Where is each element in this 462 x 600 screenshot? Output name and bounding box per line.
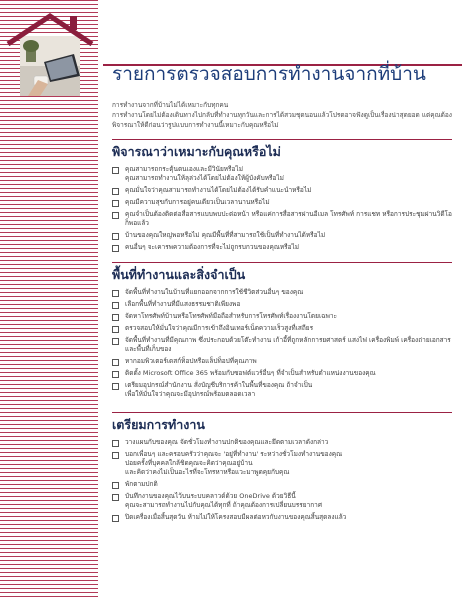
checkbox-square-icon[interactable] — [112, 440, 119, 447]
checklist-item — [112, 336, 452, 354]
section-divider — [112, 412, 452, 413]
checkbox-square-icon[interactable] — [112, 326, 119, 333]
checkbox-square-icon[interactable] — [112, 233, 119, 240]
checklist-item — [112, 165, 452, 183]
section-divider — [112, 139, 452, 140]
item-line: จัดหาโทรศัพท์บ้านหรือโทรศัพท์มือถือสำหรับการโทรศัพท์เรื่องงานโดยเฉพาะ — [125, 312, 338, 320]
checkbox-square-icon[interactable] — [112, 482, 119, 489]
section-divider — [112, 262, 452, 263]
item-line: คุณมั่นใจว่าคุณสามารถทำงานได้โดยไม่ต้องได้รับคำแนะนำหรือไม่ — [125, 186, 312, 194]
section-workspace — [112, 262, 452, 399]
item-line: คุณมีความสุขกับการอยู่คนเดียวเป็นเวลานานหรือไม่ — [125, 198, 270, 206]
home-office-laptop-image — [4, 10, 96, 96]
checklist-item — [112, 450, 452, 477]
item-line: และคิดว่าคงไม่เป็นอะไรที่จะโทรหาหรือแวะมาพูดคุยกับคุณ — [125, 468, 290, 476]
checkbox-square-icon[interactable] — [112, 302, 119, 309]
checklist-item — [112, 312, 452, 321]
section-suitability — [112, 139, 452, 252]
checkbox-square-icon[interactable] — [112, 383, 119, 390]
checklist-item — [112, 186, 452, 195]
section-title: พิจารณาว่าเหมาะกับคุณหรือไม่ — [112, 144, 281, 159]
checklist-item — [112, 381, 452, 399]
section-preparation — [112, 412, 452, 522]
checkbox-square-icon[interactable] — [112, 359, 119, 366]
item-line: เตรียมอุปกรณ์สำนักงาน สั่งบัญชีบริการค้าในพื้นที่ของคุณ ถ้าจำเป็น — [125, 381, 313, 389]
checklist-item — [112, 492, 452, 510]
page-title: รายการตรวจสอบการทำงานจากที่บ้าน — [112, 63, 426, 85]
item-line: คุณสามารถกระตุ้นตนเองและมีวินัยหรือไม่ — [125, 165, 243, 173]
item-line: คุณสามารถทำงานให้ลุล่วงได้โดยไม่ต้องให้ผู้บังคับหรือไม่ — [125, 174, 284, 182]
item-line: จัดพื้นที่ทำงานที่มีคุณภาพ ซึ่งประกอบด้วยโต๊ะทำงาน เก้าอี้ที่ถูกหลักการยศาสตร์ แสงไฟ เครื่องพิมพ์ เครื่องถ่ายเอกสาร และพื้นที่เก็บของ — [125, 336, 451, 353]
intro-line-1: การทำงานจากที่บ้านไม่ได้เหมาะกับทุกคน — [112, 101, 229, 109]
item-line: จัดพื้นที่ทำงานในบ้านที่แยกออกจากการใช้ชีวิตส่วนอื่นๆ ของคุณ — [125, 288, 304, 296]
checklist-item — [112, 243, 452, 252]
item-line: พักตามปกติ — [125, 480, 158, 488]
item-line: หากอมพิวเตอร์เดสก์ท็อปหรือแล็ปท็อปที่คุณภาพ — [125, 357, 257, 365]
item-line: ตรวจสอบให้มั่นใจว่าคุณมีการเข้าถึงอินเทอร์เน็ตความเร็วสูงที่เสถียร — [125, 324, 314, 332]
checkbox-square-icon[interactable] — [112, 200, 119, 207]
item-line: คนอื่นๆ จะเคารพความต้องการที่จะไม่ถูกรบกวนของคุณหรือไม่ — [125, 243, 300, 251]
checklist-item — [112, 300, 452, 309]
item-line: ติดตั้ง Microsoft Office 365 พร้อมกับซอฟต์แวร์อื่นๆ ที่จำเป็นสำหรับตำแหน่งงานของคุณ — [125, 369, 376, 377]
item-line: วางแผนกับของคุณ จัดชั่วโมงทำงานปกติของคุณและยึดตามเวลาดังกล่าว — [125, 438, 329, 446]
checkbox-square-icon[interactable] — [112, 188, 119, 195]
item-line: เพื่อให้มั่นใจว่าคุณจะมีอุปกรณ์พร้อมตลอดเวลา — [125, 390, 256, 398]
section-title: เตรียมการทำงาน — [112, 417, 205, 432]
checkbox-square-icon[interactable] — [112, 314, 119, 321]
checkbox-square-icon[interactable] — [112, 290, 119, 297]
checklist-item — [112, 210, 452, 228]
checklist-item — [112, 357, 452, 366]
item-line: เลือกพื้นที่ทำงานที่มีแสงธรรมชาติเพียงพอ — [125, 300, 241, 308]
checklist-item — [112, 324, 452, 333]
item-line: คุณจำเป็นต้องติดต่อสื่อสารแบบพบปะต่อหน้า หรือแค่การสื่อสารผ่านอีเมล โทรศัพท์ การแชท หรือการประชุมผ่านวิดีโอก็พอแล้ว — [125, 210, 452, 227]
checkbox-square-icon[interactable] — [112, 167, 119, 174]
checklist-item — [112, 438, 452, 447]
item-line: บ้านของคุณใหญ่พอหรือไม่ คุณมีพื้นที่ที่สามารถใช้เป็นที่ทำงานได้หรือไม่ — [125, 231, 326, 239]
checklist-item — [112, 480, 452, 489]
section-title: พื้นที่ทำงานและสิ่งจำเป็น — [112, 267, 246, 282]
checkbox-square-icon[interactable] — [112, 245, 119, 252]
checklist-item — [112, 288, 452, 297]
checkbox-square-icon[interactable] — [112, 452, 119, 459]
checklist-item — [112, 231, 452, 240]
checkbox-square-icon[interactable] — [112, 494, 119, 501]
checkbox-square-icon[interactable] — [112, 371, 119, 378]
item-line: ปอยครั้งที่บุคคลใกล้ชิดคุณจะคิดว่าคุณอยู่บ้าน — [125, 459, 253, 467]
intro-text — [112, 100, 452, 130]
item-line: บอกเพื่อนๆ และครอบครัวว่าคุณจะ 'อยู่ที่ทำงาน' ระหว่างชั่วโมงทำงานของคุณ — [125, 450, 343, 458]
checklist-item — [112, 369, 452, 378]
checkbox-square-icon[interactable] — [112, 515, 119, 522]
checkbox-square-icon[interactable] — [112, 212, 119, 219]
intro-line-2: การทำงานโดยไม่ต้องเดินทางไปกลับที่ทำงานทุกวันและการได้สวมชุดนอนแล้วโปรดอาจฟังดูเป็นเรื่องน่าสุดยอด แต่คุณต้องพิจารณาให้ดีก่อนว่ารูปแบบการทำงานนี้เหมาะกับคุณหรือไม่ — [112, 111, 452, 129]
checklist-item — [112, 513, 452, 522]
item-line: บันทึกงานของคุณไว้บนระบบคลาวด์ด้วย OneDrive ด้วยวิธีนี้ — [125, 492, 296, 500]
checkbox-square-icon[interactable] — [112, 338, 119, 345]
item-line: คุณจะสามารถทำงานไปกับคุณได้ทุกที่ ถ้าคุณต้องการเปลี่ยนบรรยากาศ — [125, 501, 322, 509]
item-line: ปิดเครื่องเมื่อสิ้นสุดวัน ห้ามไม่ให้โครงสอบมีผลต่อหวกับงานของคุณสิ้นสุดลงแล้ว — [125, 513, 347, 521]
checklist-item — [112, 198, 452, 207]
